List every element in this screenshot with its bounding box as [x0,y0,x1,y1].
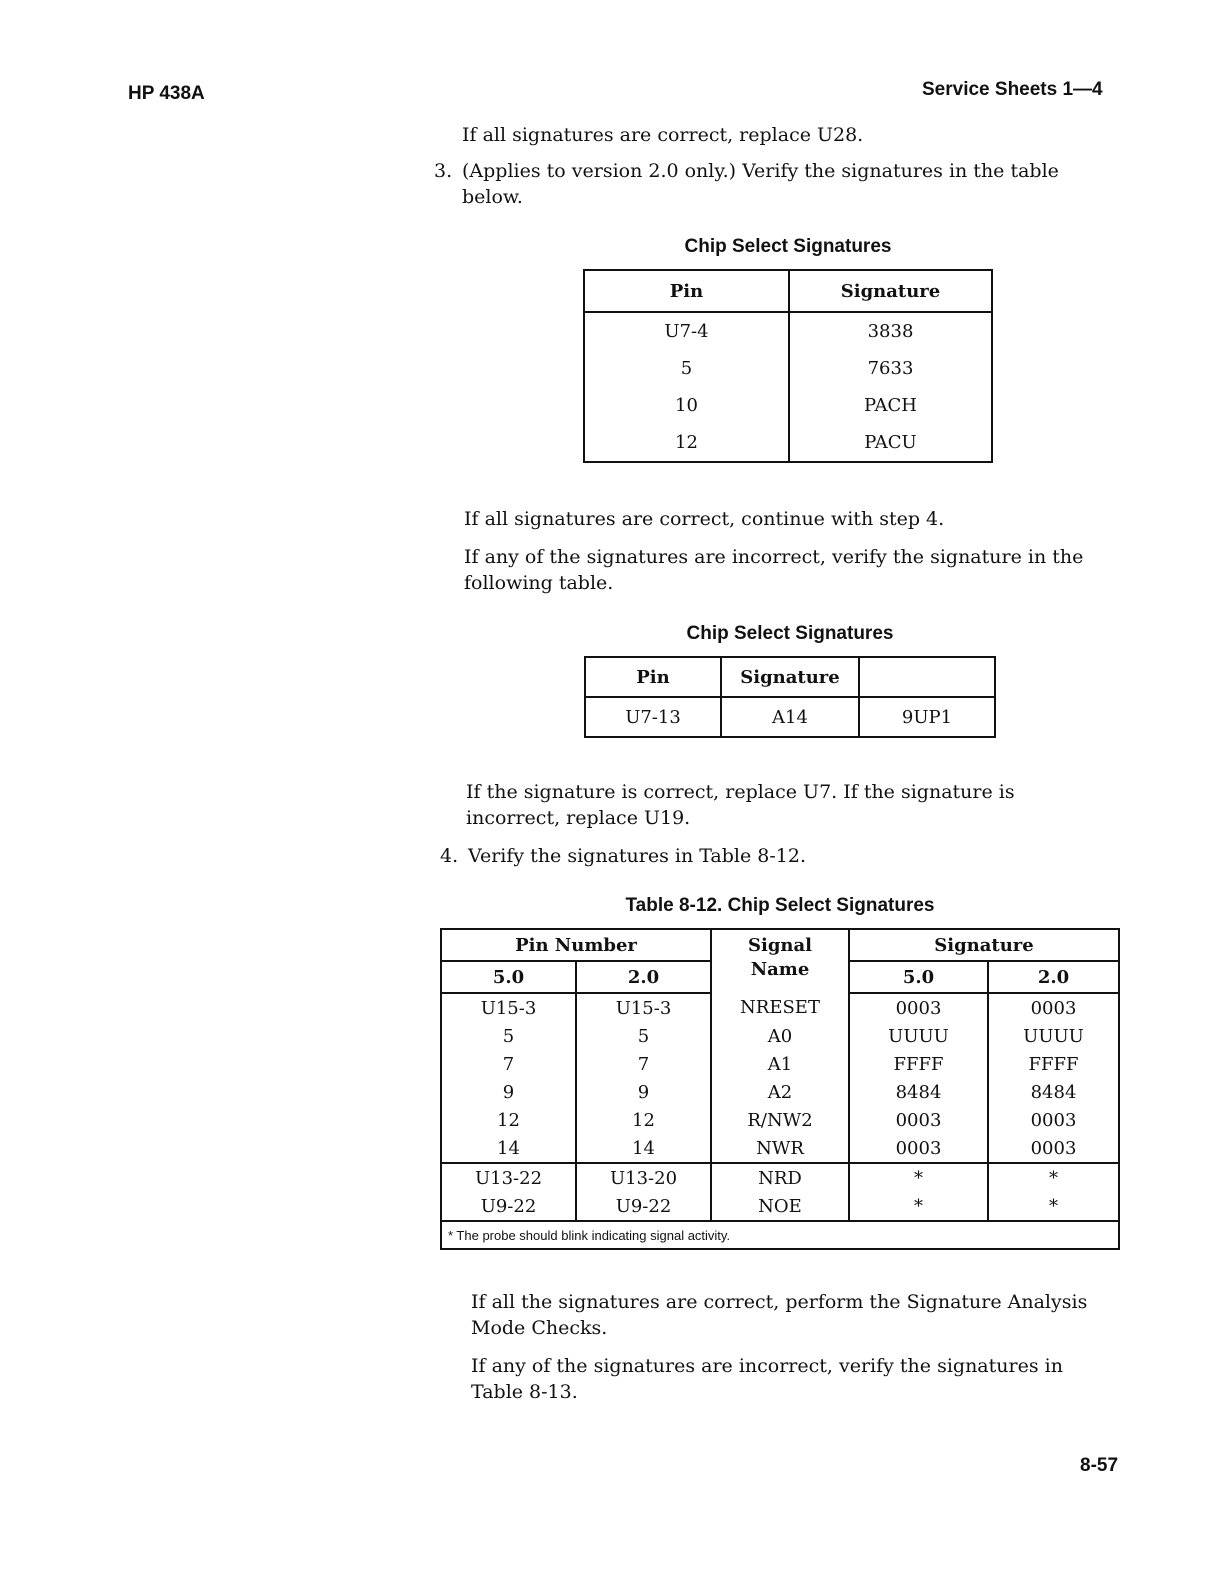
table3-cell: 14 [441,1134,576,1163]
table3-cell: 5 [441,1022,576,1050]
step-4-number: 4. [440,845,459,867]
table3-signal-line2: Name [750,959,810,980]
table1-cell: 7633 [867,358,914,379]
table-row [585,697,995,737]
table3-cell: U9-22 [576,1192,711,1221]
table1-caption: Chip Select Signatures [684,236,892,257]
table3-cell: U15-3 [441,993,576,1022]
table3-cell: 14 [576,1134,711,1163]
table-row [441,1050,1119,1078]
table3-cell: 0003 [988,1106,1119,1134]
table3-cell: 9 [441,1078,576,1106]
table1-cell: 10 [584,387,789,424]
header-section: Service Sheets 1—4 [922,79,1103,100]
paragraph-continue-step4: If all signatures are correct, continue with step 4. [464,508,945,530]
table-row [441,993,1119,1022]
table-row [441,1192,1119,1221]
table3-cell: U15-3 [576,993,711,1022]
table2-caption: Chip Select Signatures [686,623,894,644]
table3-cell: A1 [711,1050,849,1078]
paragraph-verify-following: If any of the signatures are incorrect, verify the signature in the following table. [464,546,1084,594]
table3-cell: 7 [441,1050,576,1078]
table3-sub-pin-50: 5.0 [441,961,576,993]
table1-header-signature: Signature [789,270,992,312]
table3-cell: 0003 [849,993,988,1022]
table3-cell: UUUU [849,1022,988,1050]
table2-cell: A14 [721,697,859,737]
table3-signal-line1: Signal [747,935,812,956]
table3-cell: 0003 [849,1134,988,1163]
table-row [584,387,992,424]
table1-cell: 3838 [867,321,914,342]
table-row [441,1134,1119,1163]
table3-cell: U13-22 [441,1163,576,1192]
table3-cell: U13-20 [576,1163,711,1192]
table1-cell: 5 [584,350,789,387]
table3-cell: NRD [711,1163,849,1192]
table-8-12 [440,928,1120,1250]
table-row [584,424,992,462]
table3-cell: 0003 [988,993,1119,1022]
table3-cell: 5 [576,1022,711,1050]
table3-cell: FFFF [988,1050,1119,1078]
table3-sub-sig-50: 5.0 [849,961,988,993]
paragraph-replace-u7-u19: If the signature is correct, replace U7. If the signature is incorrect, replace U19. [466,781,1015,829]
table3-cell: 12 [576,1106,711,1134]
table3-cell: * [849,1163,988,1192]
table3-header-signal-name [711,929,849,993]
table3-cell: UUUU [988,1022,1119,1050]
paragraph-verify-table-8-13: If any of the signatures are incorrect, verify the signatures in Table 8-13. [471,1355,1063,1403]
chip-select-table-1 [583,269,993,463]
table-row [584,312,992,350]
table3-cell: 8484 [849,1078,988,1106]
table3-cell: * [988,1163,1119,1192]
table3-caption: Table 8-12. Chip Select Signatures [625,895,935,916]
table3-cell: 0003 [988,1134,1119,1163]
table3-cell: R/NW2 [711,1106,849,1134]
table2-header-pin: Pin [585,657,721,697]
table1-cell: PACU [864,432,917,453]
table-row [441,1022,1119,1050]
paragraph-perform-checks: If all the signatures are correct, perform the Signature Analysis Mode Checks. [471,1291,1088,1339]
table-row [441,1163,1119,1192]
table1-cell: 12 [584,424,789,462]
table3-cell: NOE [711,1192,849,1221]
table3-sub-pin-20: 2.0 [576,961,711,993]
table3-header-signature: Signature [849,929,1119,961]
table1-header-pin: Pin [584,270,789,312]
table2-cell: U7-13 [585,697,721,737]
table-row [441,1106,1119,1134]
table3-cell: A0 [711,1022,849,1050]
table2-header-signature: Signature [721,657,859,697]
table3-cell: 9 [576,1078,711,1106]
table3-cell: * [849,1192,988,1221]
chip-select-table-2 [584,656,996,738]
table3-cell: 12 [441,1106,576,1134]
table3-cell: A2 [711,1078,849,1106]
step-3-number: 3. [434,160,453,182]
table3-cell: NWR [711,1134,849,1163]
table3-cell: 7 [576,1050,711,1078]
table3-sub-sig-20: 2.0 [988,961,1119,993]
table2-cell: 9UP1 [859,697,995,737]
table3-cell: 0003 [849,1106,988,1134]
table3-cell: 8484 [988,1078,1119,1106]
page-number: 8-57 [1080,1455,1119,1476]
table3-cell: U9-22 [441,1192,576,1221]
table3-cell: * [988,1192,1119,1221]
table3-cell: NRESET [711,993,849,1022]
step-3-text: (Applies to version 2.0 only.) Verify the signatures in the table below. [462,160,1059,208]
paragraph-replace-u28: If all signatures are correct, replace U28. [462,124,864,146]
table1-cell: PACH [864,395,917,416]
table-row [441,1078,1119,1106]
table-row [584,350,992,387]
table3-footnote: * The probe should blink indicating signal activity. [441,1221,1119,1249]
header-model: HP 438A [128,83,205,104]
table3-header-pin-number: Pin Number [441,929,711,961]
table2-header-blank [859,657,995,697]
step-4-text: Verify the signatures in Table 8-12. [468,845,807,867]
table3-cell: FFFF [849,1050,988,1078]
table1-cell: U7-4 [584,312,789,350]
